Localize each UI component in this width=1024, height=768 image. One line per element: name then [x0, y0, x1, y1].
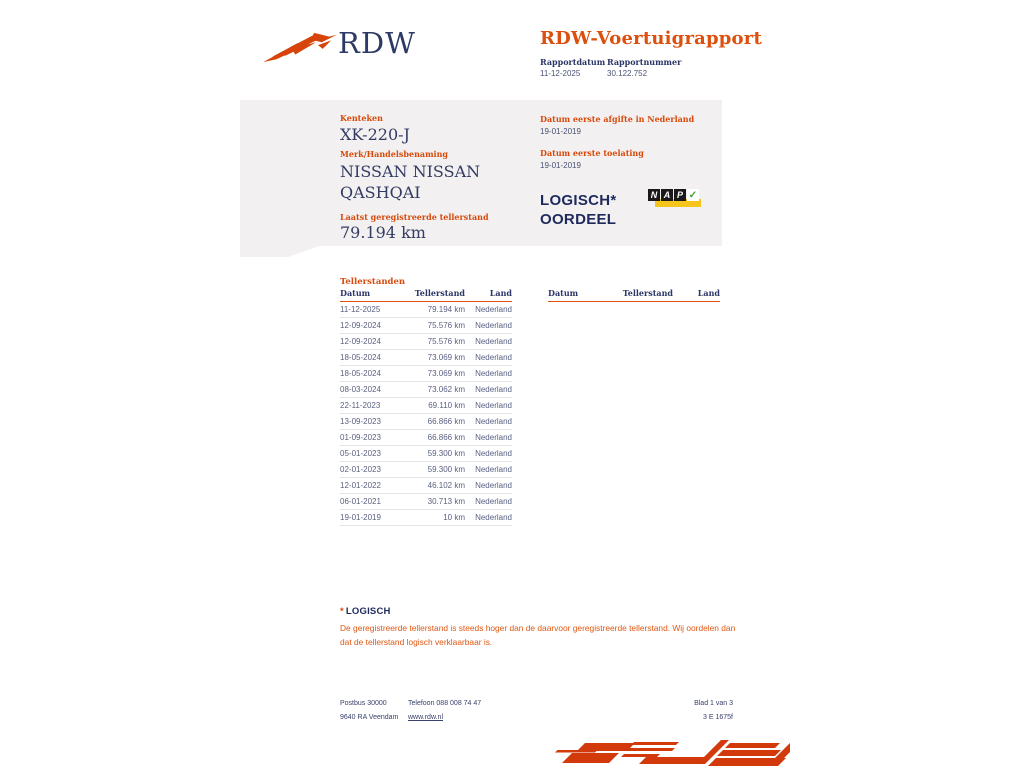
col-header-tellerstand: Tellerstand	[618, 288, 673, 302]
rdw-stripes-graphic-icon	[545, 735, 790, 768]
rdw-wing-logo-icon	[263, 30, 339, 64]
odometer-table-right	[548, 288, 720, 302]
table-row: 18-05-2024 73.069 km Nederland	[340, 349, 512, 365]
note-title-text: LOGISCH	[345, 606, 391, 617]
rdw-logo-text: RDW	[338, 26, 416, 60]
table-row: 05-01-2023 59.300 km Nederland	[340, 445, 512, 461]
nap-logo	[648, 189, 704, 208]
col-header-land: Land	[465, 288, 512, 302]
table-row: 13-09-2023 66.866 km Nederland	[340, 413, 512, 429]
oordeel-text	[540, 191, 617, 229]
report-date-label: Rapportdatum	[540, 57, 606, 67]
note-asterisk: *	[340, 606, 344, 617]
note-title	[340, 606, 391, 617]
col-header-datum: Datum	[340, 288, 410, 302]
afgifte-label: Datum eerste afgifte in Nederland	[540, 114, 695, 124]
footer-phone: Telefoon 088 008 74 47	[408, 700, 482, 707]
merk-value: NISSAN NISSAN QASHQAI	[340, 162, 481, 202]
table-row: 08-03-2024 73.062 km Nederland	[340, 381, 512, 397]
report-number-value: 30.122.752	[607, 69, 648, 78]
kenteken-value: XK-220-J	[340, 125, 410, 144]
col-header-tellerstand: Tellerstand	[410, 288, 465, 302]
table-row: 02-01-2023 59.300 km Nederland	[340, 461, 512, 477]
kenteken-label: Kenteken	[340, 113, 383, 123]
toelating-label: Datum eerste toelating	[540, 148, 644, 158]
footer-address-line1: Postbus 30000	[340, 700, 387, 707]
toelating-value: 19-01-2019	[540, 161, 581, 170]
odometer-table-left	[340, 288, 512, 526]
table-row: 12-09-2024 75.576 km Nederland	[340, 333, 512, 349]
col-header-datum: Datum	[548, 288, 618, 302]
nap-letter-p: P	[674, 189, 686, 201]
footer-address-line2: 9640 RA Veendam	[340, 714, 399, 721]
nap-letter-a: A	[661, 189, 673, 201]
page-title: RDW-Voertuigrapport	[540, 28, 762, 49]
footer-form-code: 3 E 1675f	[703, 714, 733, 721]
note-body: De geregistreerde tellerstand is steeds hoger dan de daarvoor geregistreerde tellerstand. Wij oordelen dan dat de tellerstand logisch verklaarbaar is.	[340, 623, 736, 647]
table-row: 22-11-2023 69.110 km Nederland	[340, 397, 512, 413]
table-row: 12-09-2024 75.576 km Nederland	[340, 317, 512, 333]
merk-label: Merk/Handelsbenaming	[340, 149, 449, 159]
nap-letter-n: N	[648, 189, 660, 201]
table-row: 12-01-2022 46.102 km Nederland	[340, 477, 512, 493]
tellerstand-value: 79.194 km	[340, 223, 426, 242]
col-header-land: Land	[673, 288, 720, 302]
table-row: 01-09-2023 66.866 km Nederland	[340, 429, 512, 445]
table-header-row	[548, 288, 720, 302]
tellerstanden-section-title: Tellerstanden	[340, 277, 406, 287]
oordeel-line1: LOGISCH*	[540, 192, 617, 209]
oordeel-line2: OORDEEL	[540, 211, 617, 228]
tellerstand-label: Laatst geregistreerde tellerstand	[340, 212, 489, 222]
table-row: 06-01-2021 30.713 km Nederland	[340, 493, 512, 509]
report-number-label: Rapportnummer	[607, 57, 682, 67]
footer-website-link[interactable]: www.rdw.nl	[408, 714, 444, 721]
report-date-value: 11-12-2025	[540, 69, 581, 78]
table-row: 18-05-2024 73.069 km Nederland	[340, 365, 512, 381]
nap-check-icon: ✓	[688, 189, 698, 201]
table-row: 11-12-2025 79.194 km Nederland	[340, 302, 512, 318]
footer-page-info: Blad 1 van 3	[694, 700, 733, 707]
table-row: 19-01-2019 10 km Nederland	[340, 509, 512, 525]
afgifte-value: 19-01-2019	[540, 127, 581, 136]
table-header-row	[340, 288, 512, 302]
